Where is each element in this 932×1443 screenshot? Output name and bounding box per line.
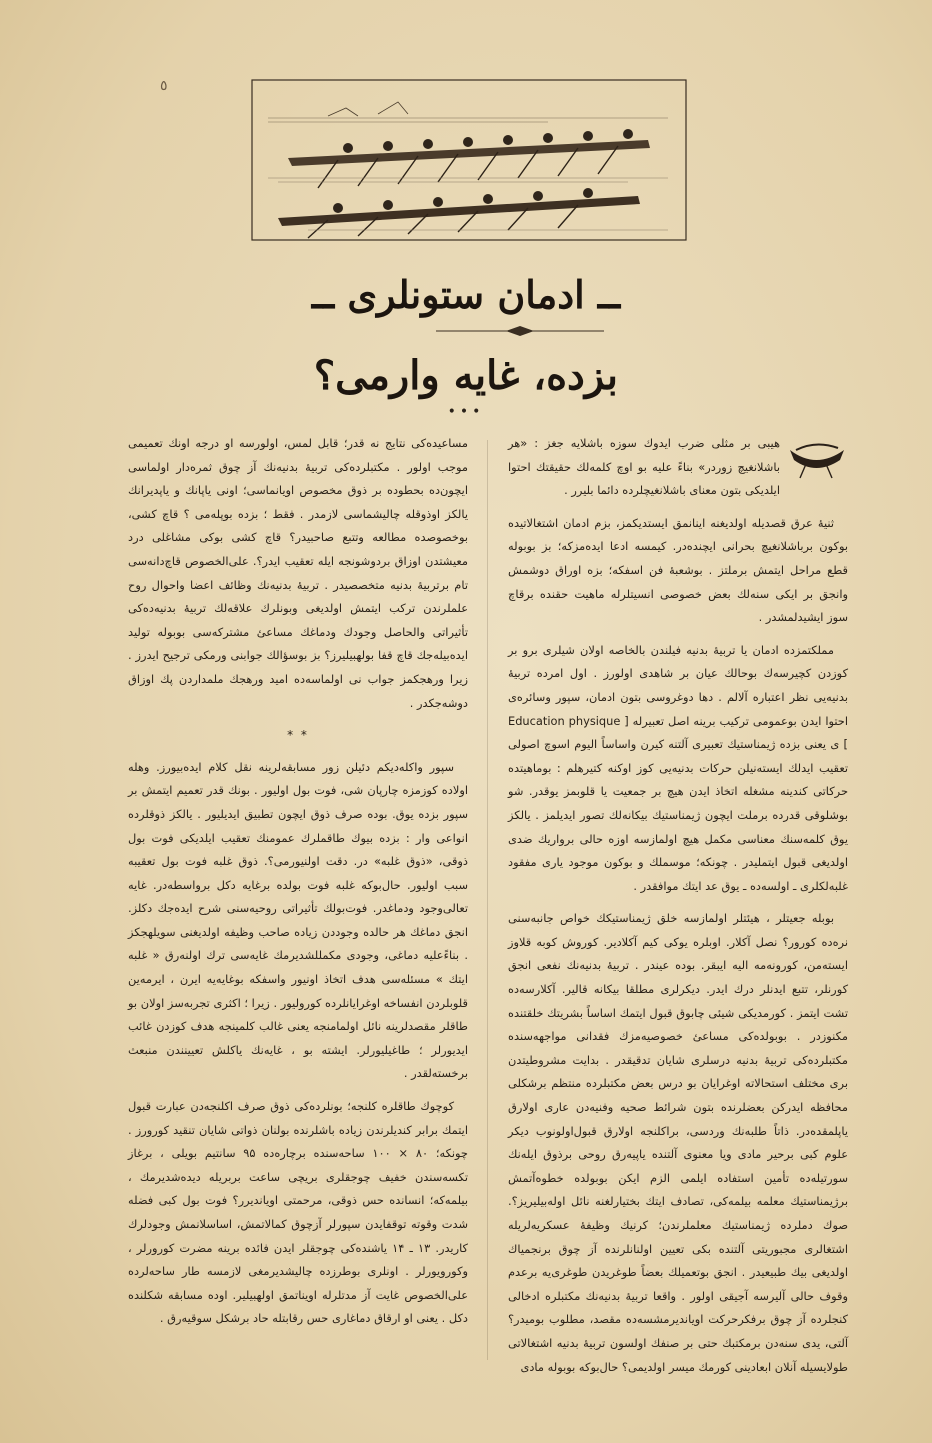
column-gutter: [487, 440, 488, 1360]
article-column-right: [508, 432, 848, 1388]
intro-paragraph: هیبی بر مثلی ضرب ایدوك سوزه باشلایه جغز : «هر باشلانغیچ زوردر» بناءً علیه بو اوچ کلمه‌لك حقیقتك احتوا ایلدیکی بتون معنای باشلانغیچلرده دائما بلیرر .: [508, 432, 848, 503]
body-paragraph: سپور واکله‌دیکم دئیلن زور مسابقه‌لرینه نقل‌ کلام ایده‌بیورز. وهله اولاده کوزمزه چارپان شی، فوت بول اولیور . بونك قدر تعمیم ایتمش بر سپور بزده یوق. بوده صرف ذوق ایچون تطبیق ایدیلیور . یالکز ذوقلرده انواعی وار : بزده بیوك طاقملرك عمومنك تعقیب ایلدیکی فوت بول ذوقی، «ذوق غلبه» در. دقت اولنیورمی؟. ذوق غلبه فوت بول تعقیبه سبب اولیور. حال‌بوکه غلبه فوت بولده برغایه دکل برواسطه‌در. غایه تعالی‌وجود ودماغدر. فوت‌بولك تأثیراتی روحیه‌سنی شرح ایده‌جك دکلز. انجق دماغك هر حالده وجوددن زیاده صاحب وظیفه اولدیغنی سویلهجکز . بناءًعلیه دماغی، وجودی مکمللشدیرمك غایه‌سی ترك اولنه‌رق « غلبه ایتك » مسئله‌سی هدف اتخاذ اونیور واسفکه بوغایه‌یه ایرن ، ایرمه‌ین قلوبلردن انفساخه اوغرایانلرده کورولیور . زیرا ؛ اکثری تجربه‌سز اولان بو طاقلر مقصدلرینه نائل اولمامنجه یعنی غالب کلمینجه هدف کوزدن غائب ایدیورلر ؛ طاغیلیورلر. ایشته بو ، غایه‌نك یاکلش تعیینندن منبعث برخسته‌لقدر .: [128, 759, 468, 1081]
section-heading: ــ ادمان ستونلری ــ: [311, 272, 621, 317]
rowing-illustration: [248, 78, 690, 248]
article-column-left: [128, 432, 468, 1340]
body-paragraph: مساعیده‌کی نتایج نه قدر؛ قابل لمس، اولورسه او درجه اونك تعمیمی موجب اولور . مکتبلرده‌کی تربیهٔ بدنیه‌نك آز چوق ثمره‌دار اولماسی ایچون‌ده بحطوده بر ذوق مخصوص اویانماسی؛ اونی یاپانك و یاپدیرانك یالکز اوذوقله چالیشماسی لازمدر . فقط ؛ بزده بوپله‌می‌ ؟ قاچ کشی، بوخصوصده مطالعه وتتبع صاحبیدر؟ قاچ کشی بوکی مشاغلی درد معیشتدن اوزاق بردوشونجه ایله تعقیب ایدر؟. علی‌الخصوص قاچ‌دانه‌سی تام برتربیهٔ بدنیه متخصصیدر . تربیهٔ بدنیه‌نك وظائف اعضا واحوال روح علملرندن ترکب ایتمش اولدیغی وبونلرك علاقه‌لك تربیهٔ بدنیه‌ده‌کی تأثیراتی والحاصل وجودك ودماغك مساعیٔ مشترکه‌سی بوبوله تولید ایده‌بیله‌جك قاچ قفا بولهبیلیرز؟ بز بوسؤالك جوابنی ورمکی ترجیح ایدرز . زیرا ورهجکمز جواب نی اولماسه‌ده امید ورهجك ملمداردن پك اوزاق دوشه‌جکدر .: [128, 436, 468, 710]
body-paragraph: بوبله جعیتلر ، هیئتلر اولمازسه خلق ژیمناستیکك خواص جانبه‌سنی نره‌ده کورور؟ نصل آکلار. اوبلره یوکی کیم آکلادیر. کوروش کوبه قلاوز ایسته‌من، کورونه‌مه الیه ایبقر. بوده عیندر . تربیهٔ بدنیه‌نك نفعی انجق کورنلر، تتبع ایدنلر درك ایدر. دیکرلری مطلقا بیکانه قالیر. آکلارسه‌ده تشت ایتمز . کورمدیکی شیئی چابوق قبول ایتمك اساساً بشریتك خلقتنده مکنوزدر . بوبولده‌کی مساعیٔ خصوصیه‌مزك فقدانی مواجهه‌سنده مکتبلرده‌کی تربیهٔ بدنیه درسلری شایان تدقیقدر . بدایت مشروطیتدن بری مختلف استحالاته اوغرایان بو درس بعض مکتبلرده منتظم برشکلی محافظه ایدرکن بعضلرنده بتون شرائط صحیه وفنیه‌دن عاری اولارق یاپلمقده‌در. ذاتاً طلبه‌نك وردسی، براکلنجه اولارق قبول‌اولونوب دیکر علوم کبی برحیر مادی ویا معنوی آلتنده یاپیه‌رق روحی برذوق ایله‌نك سورتیله‌ده تأمین استفاده ایلمی الزم ایکن بوبولده خطوه‌آتمش برژیمناستیك معلمه بیلمه‌کی، تصادف ایتك بختیارلغنه نائل اوله‌بیلیریز؟. صوك دملرده ژیمناستیك معلملرندن؛ کرنیك وظیفهٔ عسکریه‌لریله اشتغالری مجبوریتی آلتنده بکی تعیین اولنانلرنده آز چوق برنجمیاك اولدیغی بیك طبیعیدر . انجق بوتعمیلك بعضاً طوغریدن طوغری‌یه برعدم وقوف حالی آلیرسه آجیقی اولور . واقعا تربیهٔ بدنیه‌نك مکتبلره ادخالی کنجلرده آز چوق برفکرحرکت اویاندیرمشسه‌ده مقصد، مطلوب بومیدر؟ آلتی، یدی سنه‌دن برمکتبك حتی بر صنفك اولسون تربیهٔ بدنیه اشتغالاتی طولایسیله آنلان ابعادینی کورمك میسر اولدیمی؟ حال‌بوکه بوبوله مادی: [508, 911, 848, 1374]
page-number: ٥: [160, 78, 168, 94]
title-ornament: •••: [447, 404, 485, 420]
body-paragraph: مملکتمزده ادمان یا تربیهٔ بدنیه فیلندن بالخاصه اولان شیلری برو بر کوزدن کچیرسه‌ك بوحالك عیان بر شاهدی اولورز . اول امرده تربیهٔ بدنیه‌یی نظر اعتباره آلالم . دها دوغروسی بتون ادمان، سپور وسائره‌ی احتوا ایدن بوعمومی ترکیب برینه اصل تعبیرله [ Education physique ] ی یعنی بزده ژیمناستیك تعبیری آلتنه کیرن واساساً الیوم اسوچ اصولی تعقیب ایدلك ایسته‌نیلن حرکات بدنیه‌یی کوز اوکنه کتیرهلم : بوماهیتده حرکاتی کندینه مشغله اتخاذ ایدن هیچ بر جمعیت یا قلوبمز یوقدر. شو بوشلوقی قدرده برملت ایچون ژیمناستیك بیکانه‌لك تصور ایدیلمز . یالکز یوق کلمه‌سنك معناسی مکمل هیچ اولمازسه اوزه حالی برواریك ضدی اولدیغی قبول ایتملیدر . چونکه؛ موسملك و بوکون موجود یاری مفقود غلبه‌لکلری ـ اولسه‌ده ـ یوق عد ایتك موافقدر .: [508, 642, 849, 893]
rowboat-icon: [786, 436, 848, 480]
article-title: بزده، غایه وارمی؟: [313, 352, 619, 399]
title-divider: [436, 324, 604, 338]
body-paragraph: کوچوك طاقلره کلنجه؛ بونلرده‌کی ذوق صرف اکلنجه‌دن عبارت قبول ایتمك برابر کندیلرندن زیاده باشلرنده بولنان ذواتی شایان تنقید کورورز . چونکه؛ ۸۰ × ۱۰۰ ساحه‌سنده برچاره‌ده ۹۵ سانتیم بویلی ، برغاز تکسه‌سندن خفیف چوجقلری بریچی ساعت بربریله دیده‌شدیرمك ، بیلمه‌که؛ انسانده حس ذوقی، مرحمتی اویاندیرر؟ فوت بول کبی فضله شدت وقوته توقفایدن سپورلر آزچوق کمالاتمش، اساسلانمش وجودلرك کاریدر. ۱۳ ـ ۱۴ یاشنده‌کی چوجقلر ایدن فائده برینه مضرت کورورلر ، وکورویورلر . اونلری بوطرزده چالیشدیرمغی لازمسه طار ساحه‌لرده علی‌الخصوص غایت آز مدتلرله اویناتمق اولهبیلیر. اوده مسابقه شکلنده دکل . یعنی او ارقاق دماغاری حس رقابتله حاد برشکل سوقیه‌رق .: [128, 1099, 468, 1326]
body-paragraph: ثنیهٔ عرق قصدیله اولدیغنه اینانمق ایستدیکمز، بزم ادمان اشتغالاتیده بوکون برباشلانغیچ بحرانی ایچنده‌در. کیمسه ادعا ایده‌مزکه؛ بز بوبوله قطع مراحل ایتمش برملتز . بوشعبهٔ فن اسفکه؛ بزه اوراق دوشمش وانجق بر ایکی سنه‌لك بعض خصوصی انسیتلرله ماهیت حقنده برقاچ سوز ایشیدلمشدر .: [508, 515, 848, 625]
section-asterism: * *: [287, 728, 309, 743]
